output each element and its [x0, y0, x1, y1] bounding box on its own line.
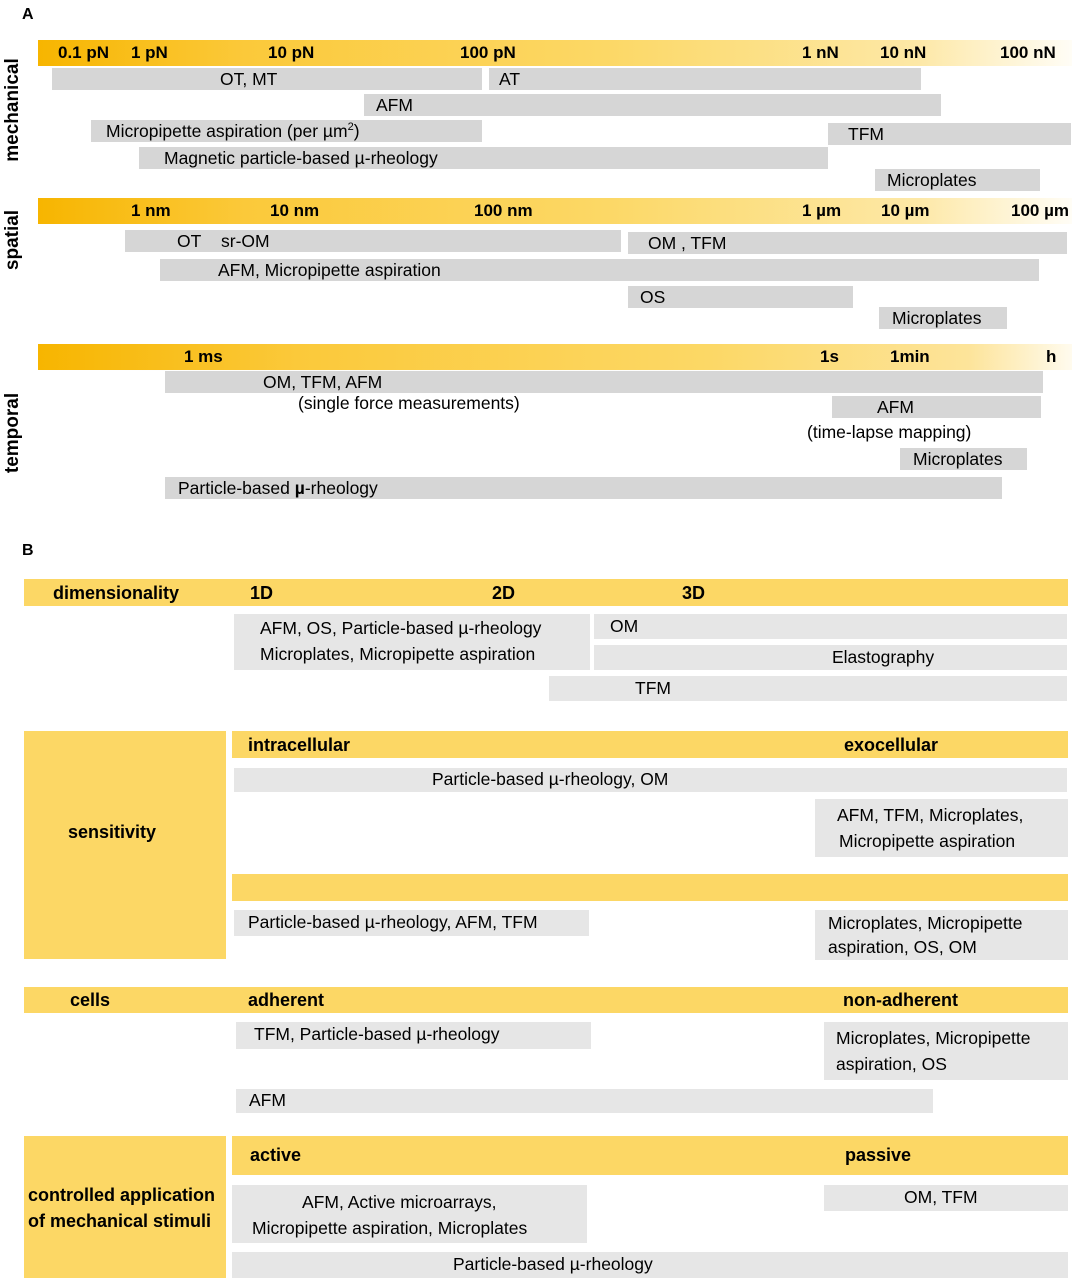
bar-microplates-spatial — [879, 307, 1007, 329]
bar-intra-methods-label: Particle-based µ-rheology, OM — [432, 769, 669, 789]
bar-ot-sr-om — [125, 230, 621, 252]
bar-exo-methods-2-line1: Microplates, Micropipette — [828, 913, 1023, 933]
tick-10pn: 10 pN — [268, 43, 315, 62]
bar-om-tfm-spatial — [628, 232, 1067, 254]
bar-os-spatial — [628, 286, 853, 308]
tick-3d: 3D — [682, 583, 706, 603]
bar-non-adherent-methods-line2: aspiration, OS — [836, 1054, 947, 1074]
stimuli-label-box — [24, 1136, 226, 1278]
tick-10um: 10 µm — [881, 201, 930, 220]
tick-100nm: 100 nm — [474, 201, 533, 220]
mechanical-scale-bar — [38, 40, 1072, 66]
sensitivity-second-header-bar — [232, 874, 1068, 901]
stimuli-header-bar — [232, 1136, 1068, 1175]
bar-om-dim-label: OM — [610, 616, 639, 636]
bar-elastography — [594, 645, 1067, 670]
bar-ot-mt-label: OT, MT — [220, 69, 278, 89]
bar-at — [489, 68, 921, 90]
spatial-row-label: spatial — [2, 209, 23, 271]
bar-particle-rheology-temporal-label: Particle-based µ-rheology — [178, 478, 378, 498]
bar-particle-rheology-stimuli — [232, 1252, 1068, 1278]
bar-1d-methods-line2: Microplates, Micropipette aspiration — [260, 644, 536, 664]
bar-magnetic-rheology — [139, 147, 828, 169]
tick-intracellular: intracellular — [248, 735, 351, 755]
dimensionality-header-bar — [24, 579, 1068, 606]
bar-micropipette-force-label: Micropipette aspiration (per µm$^2$) — [106, 121, 360, 141]
temporal-scale-bar — [38, 344, 1072, 370]
bar-at-label: AT — [499, 69, 521, 89]
tick-10nm: 10 nm — [270, 201, 320, 220]
bar-sr-om-label: sr-OM — [221, 231, 270, 251]
bar-om-dim — [594, 614, 1067, 639]
bar-microplates-force — [875, 169, 1040, 191]
bar-afm-force — [364, 94, 941, 116]
spatial-scale-bar — [38, 198, 1072, 224]
bar-microplates-temporal-label: Microplates — [913, 449, 1003, 469]
bar-ot-label: OT — [177, 231, 202, 251]
bar-afm-cells-label: AFM — [249, 1090, 286, 1110]
cells-label: cells — [70, 990, 111, 1010]
tick-h: h — [1046, 347, 1057, 366]
tick-0-1pn: 0.1 pN — [58, 43, 110, 62]
tick-passive: passive — [845, 1145, 912, 1165]
bar-magnetic-rheology-label: Magnetic particle-based µ-rheology — [164, 148, 438, 168]
bar-tfm-force-label: TFM — [848, 124, 884, 144]
sensitivity-label: sensitivity — [68, 822, 157, 842]
tick-1nn: 1 nN — [802, 43, 839, 62]
tick-1s: 1s — [820, 347, 839, 366]
tick-exocellular: exocellular — [844, 735, 939, 755]
bar-afm-micropipette-spatial — [160, 259, 1039, 281]
tick-adherent: adherent — [248, 990, 325, 1010]
bar-exo-methods-line1: AFM, TFM, Microplates, — [837, 805, 1024, 825]
bar-active-methods-line1: AFM, Active microarrays, — [302, 1192, 497, 1212]
tick-100nn: 100 nN — [1000, 43, 1056, 62]
bar-os-spatial-label: OS — [640, 287, 666, 307]
bar-tfm-force — [828, 123, 1071, 145]
tick-1nm: 1 nm — [131, 201, 171, 220]
bar-microplates-spatial-label: Microplates — [892, 308, 982, 328]
bar-om-tfm-afm-temporal-label: OM, TFM, AFM — [263, 372, 383, 392]
tick-non-adherent: non-adherent — [843, 990, 958, 1010]
stimuli-label-line1: controlled application — [28, 1185, 216, 1205]
bar-active-methods — [232, 1185, 587, 1243]
sensitivity-header-bar — [232, 731, 1068, 758]
tick-2d: 2D — [492, 583, 516, 603]
bar-non-adherent-methods-line1: Microplates, Micropipette — [836, 1028, 1031, 1048]
sensitivity-label-box — [24, 731, 226, 959]
panel-b-letter: B — [22, 542, 34, 559]
bar-afm-temporal-label: AFM — [877, 397, 914, 417]
bar-adherent-methods-label: TFM, Particle-based µ-rheology — [254, 1024, 500, 1044]
tick-1ms: 1 ms — [184, 347, 223, 366]
bar-tfm-dim — [549, 676, 1067, 701]
bar-microplates-force-label: Microplates — [887, 170, 977, 190]
bar-afm-cells — [236, 1089, 933, 1113]
dimensionality-label: dimensionality — [53, 583, 180, 603]
single-force-note: (single force measurements) — [298, 393, 520, 413]
tick-100um: 100 µm — [1011, 201, 1069, 220]
bar-exo-methods — [815, 799, 1068, 857]
bar-tfm-dim-label: TFM — [635, 678, 671, 698]
bar-elastography-label: Elastography — [832, 647, 935, 667]
bar-ot-mt — [52, 68, 482, 90]
bar-1d-methods-line1: AFM, OS, Particle-based µ-rheology — [260, 618, 542, 638]
tick-active: active — [250, 1145, 302, 1165]
tick-1pn: 1 pN — [131, 43, 168, 62]
temporal-row-label: temporal — [2, 392, 23, 474]
bar-intra-methods-2-label: Particle-based µ-rheology, AFM, TFM — [248, 912, 538, 932]
bar-om-tfm-afm-temporal — [165, 371, 1043, 393]
bar-exo-methods-2-line2: aspiration, OS, OM — [828, 937, 977, 957]
bar-particle-rheology-temporal — [165, 477, 1002, 499]
bar-exo-methods-2 — [815, 910, 1068, 960]
bar-particle-rheology-stimuli-label: Particle-based µ-rheology — [453, 1254, 653, 1274]
bar-passive-methods-label: OM, TFM — [904, 1187, 978, 1207]
tick-1um: 1 µm — [802, 201, 842, 220]
panel-a-letter: A — [22, 6, 34, 23]
bar-1d-methods — [234, 614, 590, 670]
bar-afm-force-label: AFM — [376, 95, 413, 115]
bar-intra-methods — [234, 768, 1067, 792]
bar-microplates-temporal — [900, 448, 1027, 470]
mechanical-row-label: mechanical — [2, 58, 23, 162]
bar-passive-methods — [824, 1185, 1068, 1211]
bar-non-adherent-methods — [824, 1022, 1068, 1080]
stimuli-label-line2: of mechanical stimuli — [28, 1211, 212, 1231]
bar-adherent-methods — [236, 1022, 591, 1049]
tick-100pn: 100 pN — [460, 43, 516, 62]
time-lapse-note: (time-lapse mapping) — [807, 422, 972, 442]
tick-10nn: 10 nN — [880, 43, 927, 62]
bar-active-methods-line2: Micropipette aspiration, Microplates — [252, 1218, 528, 1238]
bar-om-tfm-spatial-label: OM , TFM — [648, 233, 727, 253]
bar-intra-methods-2 — [234, 910, 589, 936]
bar-exo-methods-line2: Micropipette aspiration — [839, 831, 1016, 851]
bar-micropipette-force — [91, 120, 482, 142]
tick-1d: 1D — [250, 583, 274, 603]
bar-afm-temporal — [832, 396, 1041, 418]
tick-1min: 1min — [890, 347, 930, 366]
bar-afm-micropipette-spatial-label: AFM, Micropipette aspiration — [218, 260, 441, 280]
cells-header-bar — [24, 987, 1068, 1013]
